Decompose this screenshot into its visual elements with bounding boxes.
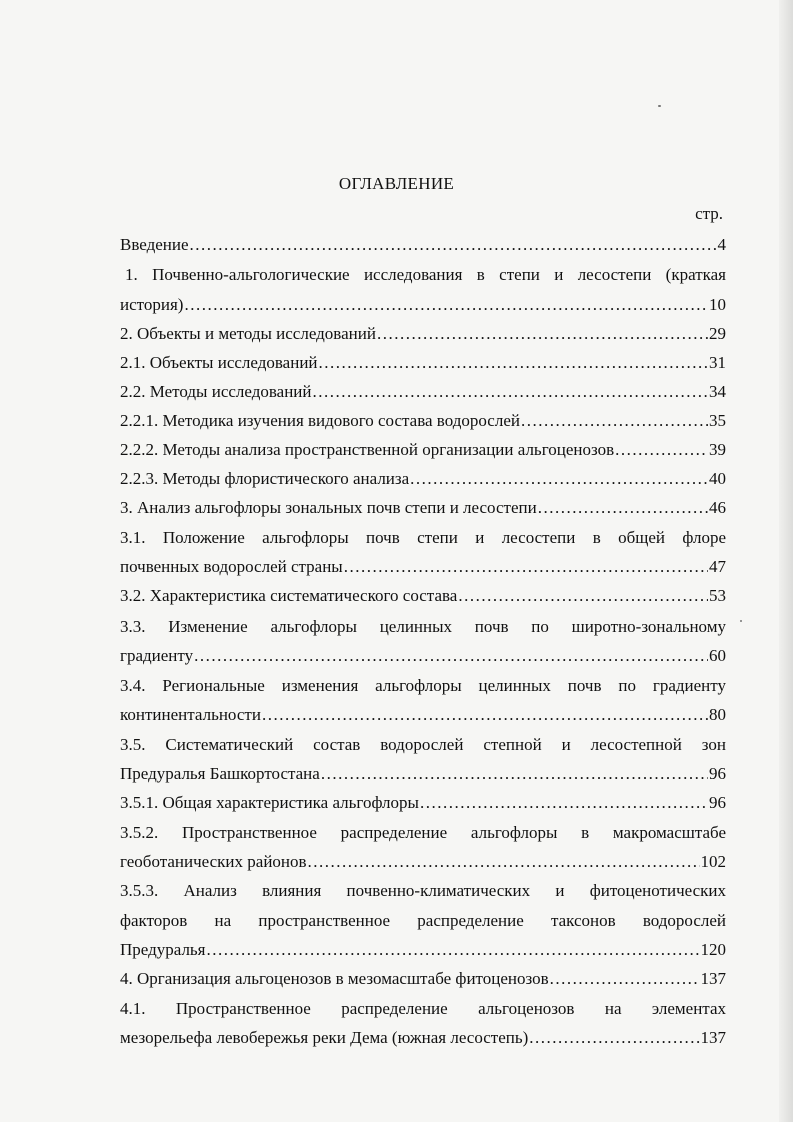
toc-entry [120, 852, 726, 876]
toc-page-number: 120 [700, 940, 726, 959]
toc-leader-dots [521, 411, 708, 431]
toc-leader-dots [615, 440, 708, 460]
toc-label: история) [120, 295, 184, 314]
toc-page-number: 47 [709, 557, 726, 576]
toc-entry-second-line: факторов на пространственное распределение таксонов водорослей [120, 911, 726, 930]
toc-page-number: 40 [709, 469, 726, 488]
toc-leader-dots [410, 469, 708, 489]
toc-entry [120, 440, 726, 464]
toc-label: Предуралья Башкортостана [120, 764, 320, 783]
toc-label: Введение [120, 235, 189, 254]
toc-entry [120, 557, 726, 581]
toc-page-number: 10 [709, 295, 726, 314]
toc-label: 2. Объекты и методы исследований [120, 324, 376, 343]
toc-page-number: 80 [709, 705, 726, 724]
toc-leader-dots [190, 235, 717, 255]
toc-page-number: 31 [709, 353, 726, 372]
toc-page-number: 60 [709, 646, 726, 665]
toc-entry [120, 705, 726, 729]
toc-entry [120, 764, 726, 788]
toc-page-number: 137 [700, 969, 726, 988]
toc-entry [120, 324, 726, 348]
toc-page-number: 4 [717, 235, 726, 254]
page-column-header: стр. [695, 204, 723, 223]
toc-label: 2.2. Методы исследований [120, 382, 312, 401]
toc-page-number: 34 [709, 382, 726, 401]
toc-label: геоботанических районов [120, 852, 307, 871]
toc-label: 4. Организация альгоценозов в мезомасштабе фитоценозов [120, 969, 549, 988]
toc-label: Предуралья [120, 940, 206, 959]
toc-page-number: 39 [709, 440, 726, 459]
toc-entry-first-line: 3.1. Положение альгофлоры почв степи и лесостепи в общей флоре [120, 528, 726, 547]
toc-label: 3.5.1. Общая характеристика альгофлоры [120, 793, 419, 812]
toc-leader-dots [319, 353, 708, 373]
toc-entry-first-line: 3.5.3. Анализ влияния почвенно-климатических и фитоценотических [120, 881, 726, 900]
toc-entry-first-line: 4.1. Пространственное распределение альгоценозов на элементах [120, 999, 726, 1018]
toc-entry [120, 469, 726, 493]
toc-label: 3. Анализ альгофлоры зональных почв степи и лесостепи [120, 498, 537, 517]
scan-speck [658, 105, 661, 107]
toc-entry [120, 969, 726, 993]
toc-leader-dots [184, 295, 708, 315]
toc-label: 2.2.3. Методы флористического анализа [120, 469, 410, 488]
toc-label: 3.2. Характеристика систематического состава [120, 586, 458, 605]
toc-entry [120, 940, 726, 964]
toc-entry [120, 793, 726, 817]
toc-page-number: 96 [709, 793, 726, 812]
toc-entry-first-line: 3.3. Изменение альгофлоры целинных почв по широтно-зональному [120, 617, 726, 636]
toc-entry [120, 235, 726, 259]
toc-page-number: 35 [709, 411, 726, 430]
toc-page-number: 53 [709, 586, 726, 605]
page-title: ОГЛАВЛЕНИЕ [338, 174, 455, 193]
toc-label: 2.2.1. Методика изучения видового состава водорослей [120, 411, 520, 430]
toc-entry [120, 382, 726, 406]
scan-edge-shadow [779, 0, 793, 1122]
toc-page-number: 96 [709, 764, 726, 783]
toc-leader-dots [313, 382, 708, 402]
toc-label: 2.2.2. Методы анализа пространственной организации альгоценозов [120, 440, 615, 459]
toc-entry-first-line: 3.5. Систематический состав водорослей степной и лесостепной зон [120, 735, 726, 754]
toc-entry-first-line: 3.4. Региональные изменения альгофлоры целинных почв по градиенту [120, 676, 726, 695]
toc-entry-first-line: 1. Почвенно-альгологические исследования в степи и лесостепи (краткая [125, 265, 726, 284]
toc-leader-dots [207, 940, 700, 960]
toc-leader-dots [321, 764, 708, 784]
toc-leader-dots [538, 498, 708, 518]
toc-page-number: 137 [700, 1028, 726, 1047]
toc-leader-dots [194, 646, 708, 666]
toc-leader-dots [458, 586, 708, 606]
toc-label: мезорельефа левобережья реки Дема (южная лесостепь) [120, 1028, 529, 1047]
toc-entry [120, 411, 726, 435]
toc-label: почвенных водорослей страны [120, 557, 343, 576]
toc-leader-dots [308, 852, 700, 872]
toc-page-number: 46 [709, 498, 726, 517]
toc-entry [120, 586, 726, 610]
toc-leader-dots [344, 557, 708, 577]
toc-leader-dots [377, 324, 708, 344]
toc-label: 2.1. Объекты исследований [120, 353, 318, 372]
toc-entry [120, 498, 726, 522]
toc-entry-first-line: 3.5.2. Пространственное распределение альгофлоры в макромасштабе [120, 823, 726, 842]
toc-page-number: 102 [700, 852, 726, 871]
toc-entry [120, 295, 726, 319]
toc-leader-dots [262, 705, 708, 725]
toc-leader-dots [550, 969, 700, 989]
toc-entry [120, 646, 726, 670]
toc-entry [120, 1028, 726, 1052]
toc-leader-dots [420, 793, 708, 813]
toc-entry [120, 353, 726, 377]
toc-page-number: 29 [709, 324, 726, 343]
toc-leader-dots [529, 1028, 699, 1048]
toc-label: градиенту [120, 646, 194, 665]
toc-label: континентальности [120, 705, 261, 724]
scan-speck [740, 620, 742, 622]
